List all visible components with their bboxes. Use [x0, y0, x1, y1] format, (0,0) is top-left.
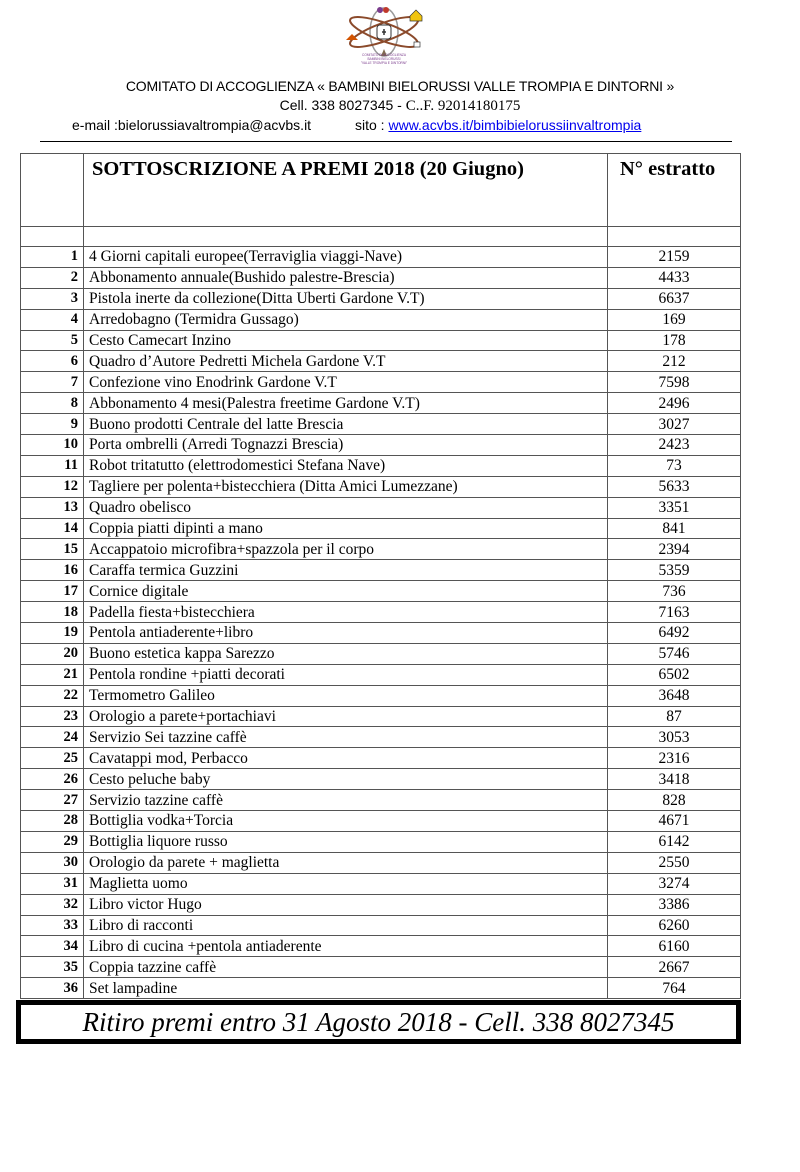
prize-description: Coppia piatti dipinti a mano — [84, 518, 608, 539]
prize-index: 34 — [21, 936, 84, 957]
table-row — [21, 727, 741, 748]
prize-description: Pentola rondine +piatti decorati — [84, 664, 608, 685]
table-row — [21, 518, 741, 539]
prize-description: Servizio Sei tazzine caffè — [84, 727, 608, 748]
prize-index: 7 — [21, 372, 84, 393]
tax-code: C..F. 92014180175 — [405, 98, 521, 114]
prize-description: Libro di cucina +pentola antiaderente — [84, 936, 608, 957]
prize-index: 28 — [21, 811, 84, 832]
prize-index: 22 — [21, 685, 84, 706]
extracted-number: 5633 — [608, 476, 741, 497]
table-row — [21, 811, 741, 832]
prize-index: 20 — [21, 643, 84, 664]
extracted-number: 6637 — [608, 288, 741, 309]
prize-description: Quadro d’Autore Pedretti Michela Gardone V.T — [84, 351, 608, 372]
prize-description: Libro di racconti — [84, 915, 608, 936]
prize-index: 17 — [21, 581, 84, 602]
extracted-number: 73 — [608, 455, 741, 476]
email-address: e-mail :bielorussiavaltrompia@acvbs.it — [72, 117, 312, 133]
prize-index: 13 — [21, 497, 84, 518]
table-row — [21, 288, 741, 309]
prize-description: Set lampadine — [84, 978, 608, 999]
prize-index: 10 — [21, 435, 84, 456]
prize-description: Cornice digitale — [84, 581, 608, 602]
prize-description: Bottiglia vodka+Torcia — [84, 811, 608, 832]
prize-index: 25 — [21, 748, 84, 769]
prize-description: Libro victor Hugo — [84, 894, 608, 915]
table-row — [21, 873, 741, 894]
extracted-number: 6160 — [608, 936, 741, 957]
extracted-number: 169 — [608, 309, 741, 330]
table-row — [21, 372, 741, 393]
prize-index: 26 — [21, 769, 84, 790]
prize-draw-table — [20, 153, 741, 999]
prize-index: 36 — [21, 978, 84, 999]
prize-index: 16 — [21, 560, 84, 581]
prize-index: 21 — [21, 664, 84, 685]
extracted-number: 6260 — [608, 915, 741, 936]
prize-description: Quadro obelisco — [84, 497, 608, 518]
prize-index: 33 — [21, 915, 84, 936]
table-title: SOTTOSCRIZIONE A PREMI 2018 (20 Giugno) — [84, 154, 608, 227]
prize-description: Pentola antiaderente+libro — [84, 623, 608, 644]
prize-index: 19 — [21, 623, 84, 644]
table-row — [21, 435, 741, 456]
table-row — [21, 267, 741, 288]
extracted-number: 764 — [608, 978, 741, 999]
table-row — [21, 643, 741, 664]
table-row — [21, 247, 741, 268]
extracted-number: 212 — [608, 351, 741, 372]
table-row — [21, 685, 741, 706]
prize-description: Pistola inerte da collezione(Ditta Uberti Gardone V.T) — [84, 288, 608, 309]
table-row — [21, 330, 741, 351]
table-row — [21, 309, 741, 330]
prize-description: Cesto peluche baby — [84, 769, 608, 790]
prize-description: Caraffa termica Guzzini — [84, 560, 608, 581]
prize-description: Buono estetica kappa Sarezzo — [84, 643, 608, 664]
table-row — [21, 497, 741, 518]
prize-index: 12 — [21, 476, 84, 497]
prize-index: 8 — [21, 393, 84, 414]
table-row — [21, 602, 741, 623]
prize-index: 6 — [21, 351, 84, 372]
table-row — [21, 936, 741, 957]
prize-description: Coppia tazzine caffè — [84, 957, 608, 978]
extracted-number: 2423 — [608, 435, 741, 456]
table-row — [21, 852, 741, 873]
table-row — [21, 748, 741, 769]
prize-description: Orologio da parete + maglietta — [84, 852, 608, 873]
blank-cell — [84, 227, 608, 247]
prize-index: 15 — [21, 539, 84, 560]
extracted-number: 6502 — [608, 664, 741, 685]
header-number-cell — [21, 154, 84, 227]
extracted-number: 87 — [608, 706, 741, 727]
table-row — [21, 560, 741, 581]
blank-cell — [608, 227, 741, 247]
prize-description: Buono prodotti Centrale del latte Brescia — [84, 414, 608, 435]
extracted-number: 3418 — [608, 769, 741, 790]
prize-index: 4 — [21, 309, 84, 330]
extracted-number: 3053 — [608, 727, 741, 748]
extracted-number: 5746 — [608, 643, 741, 664]
committee-logo — [336, 6, 432, 64]
extracted-number: 6142 — [608, 831, 741, 852]
extracted-number-header: N° estratto — [608, 154, 741, 227]
prize-description: Cesto Camecart Inzino — [84, 330, 608, 351]
extracted-number: 3386 — [608, 894, 741, 915]
prize-index: 31 — [21, 873, 84, 894]
extracted-number: 7163 — [608, 602, 741, 623]
prize-description: Termometro Galileo — [84, 685, 608, 706]
website-label: sito : — [355, 117, 389, 133]
prize-index: 5 — [21, 330, 84, 351]
table-row — [21, 894, 741, 915]
prize-index: 9 — [21, 414, 84, 435]
website-link[interactable]: www.acvbs.it/bimbibielorussiinvaltrompia — [388, 117, 642, 133]
extracted-number: 2316 — [608, 748, 741, 769]
extracted-number: 2496 — [608, 393, 741, 414]
extracted-number: 7598 — [608, 372, 741, 393]
table-row — [21, 790, 741, 811]
prize-description: Padella fiesta+bistecchiera — [84, 602, 608, 623]
extracted-number: 4671 — [608, 811, 741, 832]
extracted-number: 5359 — [608, 560, 741, 581]
extracted-number: 2394 — [608, 539, 741, 560]
table-row — [21, 623, 741, 644]
extracted-number: 3274 — [608, 873, 741, 894]
table-row — [21, 831, 741, 852]
prize-description: Servizio tazzine caffè — [84, 790, 608, 811]
extracted-number: 828 — [608, 790, 741, 811]
prize-index: 27 — [21, 790, 84, 811]
blank-row — [21, 227, 741, 247]
prize-index: 2 — [21, 267, 84, 288]
table-row — [21, 539, 741, 560]
table-row — [21, 581, 741, 602]
svg-text:BAMBINI BIELORUSSI: BAMBINI BIELORUSSI — [367, 57, 401, 61]
table-row — [21, 957, 741, 978]
prize-description: Orologio a parete+portachiavi — [84, 706, 608, 727]
table-row — [21, 915, 741, 936]
table-row — [21, 978, 741, 999]
svg-text:"VALLE TROMPIA E DINTORNI": "VALLE TROMPIA E DINTORNI" — [360, 61, 408, 64]
prize-index: 1 — [21, 247, 84, 268]
extracted-number: 736 — [608, 581, 741, 602]
table-row — [21, 393, 741, 414]
prize-index: 3 — [21, 288, 84, 309]
extracted-number: 3648 — [608, 685, 741, 706]
prize-collection-notice: Ritiro premi entro 31 Agosto 2018 - Cell. 338 8027345 — [16, 1000, 741, 1044]
extracted-number: 2550 — [608, 852, 741, 873]
prize-index: 29 — [21, 831, 84, 852]
prize-description: Abbonamento annuale(Bushido palestre-Brescia) — [84, 267, 608, 288]
prize-description: Porta ombrelli (Arredi Tognazzi Brescia) — [84, 435, 608, 456]
extracted-number: 2159 — [608, 247, 741, 268]
table-row — [21, 455, 741, 476]
prize-description: Accappatoio microfibra+spazzola per il corpo — [84, 539, 608, 560]
extracted-number: 3351 — [608, 497, 741, 518]
organization-name: COMITATO DI ACCOGLIENZA « BAMBINI BIELORUSSI VALLE TROMPIA E DINTORNI » — [125, 78, 675, 94]
table-row — [21, 664, 741, 685]
prize-index: 35 — [21, 957, 84, 978]
extracted-number: 841 — [608, 518, 741, 539]
table-row — [21, 476, 741, 497]
svg-text:COMITATO DI ACCOGLIENZA: COMITATO DI ACCOGLIENZA — [362, 53, 406, 57]
table-row — [21, 414, 741, 435]
table-row — [21, 769, 741, 790]
extracted-number: 2667 — [608, 957, 741, 978]
prize-index: 30 — [21, 852, 84, 873]
prize-description: Abbonamento 4 mesi(Palestra freetime Gardone V.T) — [84, 393, 608, 414]
prize-description: Arredobagno (Termidra Gussago) — [84, 309, 608, 330]
blank-cell — [21, 227, 84, 247]
prize-index: 11 — [21, 455, 84, 476]
committee-atom-logo-icon — [336, 6, 432, 64]
website — [355, 117, 641, 133]
prize-description: Robot tritatutto (elettrodomestici Stefana Nave) — [84, 455, 608, 476]
table-row — [21, 706, 741, 727]
contact-line — [0, 97, 800, 115]
prize-index: 18 — [21, 602, 84, 623]
table-header-row — [21, 154, 741, 227]
prize-index: 32 — [21, 894, 84, 915]
prize-index: 23 — [21, 706, 84, 727]
table-row — [21, 351, 741, 372]
prize-index: 14 — [21, 518, 84, 539]
prize-index: 24 — [21, 727, 84, 748]
prize-description: 4 Giorni capitali europee(Terraviglia viaggi-Nave) — [84, 247, 608, 268]
extracted-number: 3027 — [608, 414, 741, 435]
prize-description: Cavatappi mod, Perbacco — [84, 748, 608, 769]
prize-description: Tagliere per polenta+bistecchiera (Ditta Amici Lumezzane) — [84, 476, 608, 497]
extracted-number: 178 — [608, 330, 741, 351]
extracted-number: 6492 — [608, 623, 741, 644]
prize-description: Bottiglia liquore russo — [84, 831, 608, 852]
prize-description: Maglietta uomo — [84, 873, 608, 894]
header-divider — [40, 141, 732, 142]
extracted-number: 4433 — [608, 267, 741, 288]
phone-number: Cell. 338 8027345 - — [279, 97, 402, 113]
prize-description: Confezione vino Enodrink Gardone V.T — [84, 372, 608, 393]
